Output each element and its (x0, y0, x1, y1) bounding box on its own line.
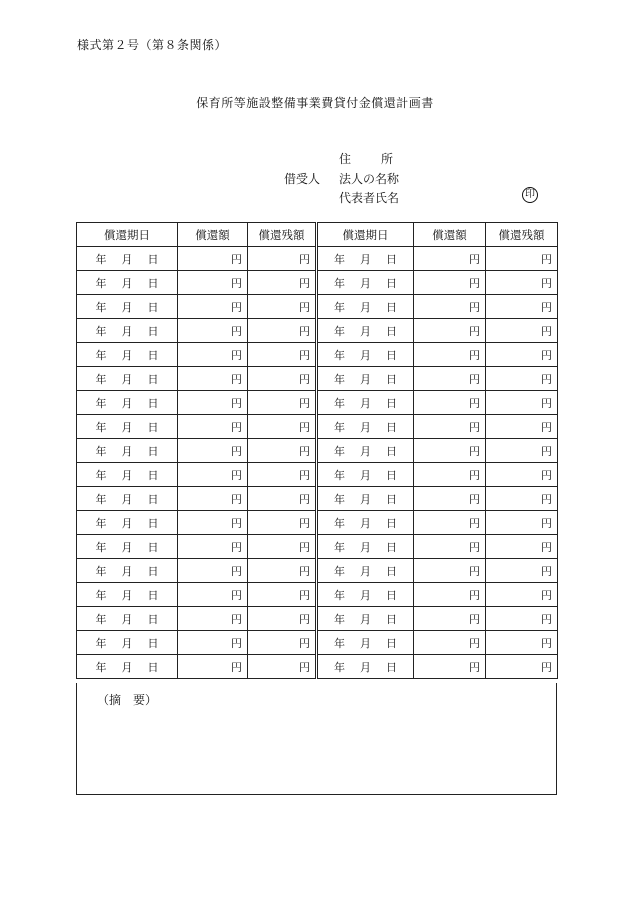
year-label: 年 (334, 372, 345, 386)
month-label: 月 (121, 564, 133, 578)
repayment-date-cell (77, 559, 178, 583)
repayment-amount-cell: 円 (178, 655, 248, 679)
repayment-amount-cell: 円 (414, 607, 486, 631)
year-label: 年 (334, 444, 345, 458)
remaining-balance-cell: 円 (248, 247, 317, 271)
repayment-date-cell (317, 319, 414, 343)
document-title: 保育所等施設整備事業費貸付金償還計画書 (196, 96, 434, 110)
table-header-row (77, 223, 558, 247)
remaining-balance-cell: 円 (486, 247, 558, 271)
year-label: 年 (334, 396, 345, 410)
remaining-balance-cell: 円 (486, 607, 558, 631)
remaining-balance-cell: 円 (248, 415, 317, 439)
year-label: 年 (334, 636, 345, 650)
repayment-amount-cell: 円 (414, 247, 486, 271)
repayment-date-cell (77, 631, 178, 655)
repayment-date-cell (317, 247, 414, 271)
repayment-date-cell (77, 271, 178, 295)
day-label: 日 (147, 372, 159, 386)
table-row (77, 391, 558, 415)
repayment-amount-cell: 円 (178, 607, 248, 631)
remaining-balance-cell: 円 (486, 535, 558, 559)
day-label: 日 (386, 276, 397, 290)
table-row (77, 439, 558, 463)
repayment-date-cell (77, 367, 178, 391)
repayment-amount-cell: 円 (178, 343, 248, 367)
month-label: 月 (121, 516, 133, 530)
remaining-balance-cell: 円 (486, 319, 558, 343)
remaining-balance-cell: 円 (248, 487, 317, 511)
repayment-date-cell (77, 343, 178, 367)
remaining-balance-cell: 円 (248, 511, 317, 535)
month-label: 月 (360, 276, 371, 290)
remaining-balance-cell: 円 (248, 367, 317, 391)
repayment-amount-cell: 円 (178, 511, 248, 535)
remaining-balance-cell: 円 (486, 655, 558, 679)
day-label: 日 (386, 468, 397, 482)
month-label: 月 (121, 348, 133, 362)
day-label: 日 (147, 492, 159, 506)
month-label: 月 (121, 300, 133, 314)
seal-mark: 印 (522, 187, 538, 203)
month-label: 月 (121, 444, 133, 458)
repayment-date-cell (77, 319, 178, 343)
day-label: 日 (386, 300, 397, 314)
remaining-balance-cell: 円 (486, 391, 558, 415)
repayment-date-cell (77, 535, 178, 559)
repayment-amount-cell: 円 (414, 343, 486, 367)
day-label: 日 (147, 612, 159, 626)
month-label: 月 (360, 540, 371, 554)
repayment-amount-cell: 円 (178, 631, 248, 655)
header-repayment-date: 償還期日 (77, 223, 178, 247)
table-row (77, 655, 558, 679)
day-label: 日 (386, 636, 397, 650)
month-label: 月 (360, 396, 371, 410)
month-label: 月 (121, 372, 133, 386)
month-label: 月 (360, 348, 371, 362)
year-label: 年 (95, 372, 107, 386)
day-label: 日 (386, 660, 397, 674)
remaining-balance-cell: 円 (486, 439, 558, 463)
repayment-amount-cell: 円 (414, 511, 486, 535)
year-label: 年 (334, 588, 345, 602)
repayment-amount-cell: 円 (414, 271, 486, 295)
table-row (77, 607, 558, 631)
year-label: 年 (95, 540, 107, 554)
corporation-name-label: 法人の名称 (339, 172, 400, 186)
remaining-balance-cell: 円 (486, 463, 558, 487)
repayment-date-cell (317, 655, 414, 679)
remaining-balance-cell: 円 (486, 367, 558, 391)
month-label: 月 (360, 444, 371, 458)
repayment-schedule-table (76, 222, 558, 679)
year-label: 年 (95, 420, 107, 434)
remaining-balance-cell: 円 (248, 607, 317, 631)
repayment-amount-cell: 円 (178, 295, 248, 319)
repayment-date-cell (317, 607, 414, 631)
repayment-date-cell (77, 295, 178, 319)
day-label: 日 (147, 588, 159, 602)
month-label: 月 (360, 252, 371, 266)
month-label: 月 (121, 588, 133, 602)
month-label: 月 (121, 420, 133, 434)
year-label: 年 (334, 348, 345, 362)
repayment-amount-cell: 円 (414, 559, 486, 583)
year-label: 年 (334, 564, 345, 578)
address-label (339, 150, 393, 167)
repayment-date-cell (317, 439, 414, 463)
month-label: 月 (121, 540, 133, 554)
remaining-balance-cell: 円 (248, 439, 317, 463)
day-label: 日 (147, 444, 159, 458)
header-remaining-balance: 償還残額 (248, 223, 317, 247)
year-label: 年 (95, 300, 107, 314)
remaining-balance-cell: 円 (486, 295, 558, 319)
year-label: 年 (95, 588, 107, 602)
table-row (77, 367, 558, 391)
day-label: 日 (147, 252, 159, 266)
year-label: 年 (334, 324, 345, 338)
repayment-amount-cell: 円 (414, 463, 486, 487)
day-label: 日 (386, 420, 397, 434)
year-label: 年 (334, 300, 345, 314)
day-label: 日 (147, 636, 159, 650)
remarks-box (76, 683, 557, 795)
year-label: 年 (334, 492, 345, 506)
month-label: 月 (121, 252, 133, 266)
repayment-date-cell (77, 463, 178, 487)
day-label: 日 (386, 348, 397, 362)
repayment-amount-cell: 円 (414, 631, 486, 655)
month-label: 月 (121, 636, 133, 650)
day-label: 日 (386, 492, 397, 506)
day-label: 日 (147, 276, 159, 290)
month-label: 月 (360, 636, 371, 650)
year-label: 年 (334, 252, 345, 266)
remaining-balance-cell: 円 (248, 463, 317, 487)
borrower-label: 借受人 (284, 172, 321, 186)
day-label: 日 (386, 324, 397, 338)
year-label: 年 (95, 660, 107, 674)
month-label: 月 (360, 516, 371, 530)
year-label: 年 (95, 252, 107, 266)
year-label: 年 (95, 276, 107, 290)
repayment-date-cell (77, 511, 178, 535)
year-label: 年 (95, 444, 107, 458)
remaining-balance-cell: 円 (248, 391, 317, 415)
repayment-amount-cell: 円 (414, 367, 486, 391)
repayment-date-cell (317, 535, 414, 559)
month-label: 月 (360, 324, 371, 338)
repayment-amount-cell: 円 (178, 439, 248, 463)
repayment-date-cell (317, 271, 414, 295)
month-label: 月 (360, 564, 371, 578)
repayment-amount-cell: 円 (178, 247, 248, 271)
month-label: 月 (360, 612, 371, 626)
table-row (77, 511, 558, 535)
remaining-balance-cell: 円 (486, 271, 558, 295)
repayment-date-cell (77, 655, 178, 679)
repayment-amount-cell: 円 (178, 319, 248, 343)
remaining-balance-cell: 円 (486, 631, 558, 655)
remaining-balance-cell: 円 (248, 559, 317, 583)
header-repayment-date: 償還期日 (317, 223, 414, 247)
repayment-amount-cell: 円 (178, 271, 248, 295)
month-label: 月 (360, 300, 371, 314)
day-label: 日 (386, 516, 397, 530)
day-label: 日 (147, 660, 159, 674)
year-label: 年 (334, 660, 345, 674)
repayment-amount-cell: 円 (178, 583, 248, 607)
repayment-date-cell (317, 391, 414, 415)
repayment-date-cell (77, 439, 178, 463)
repayment-date-cell (317, 583, 414, 607)
day-label: 日 (147, 540, 159, 554)
remaining-balance-cell: 円 (248, 319, 317, 343)
month-label: 月 (121, 396, 133, 410)
repayment-date-cell (317, 343, 414, 367)
repayment-date-cell (317, 463, 414, 487)
remaining-balance-cell: 円 (486, 415, 558, 439)
month-label: 月 (360, 588, 371, 602)
month-label: 月 (360, 372, 371, 386)
table-row (77, 535, 558, 559)
remaining-balance-cell: 円 (486, 511, 558, 535)
table-row (77, 463, 558, 487)
address-label-b: 所 (381, 152, 394, 166)
year-label: 年 (95, 348, 107, 362)
table-row (77, 631, 558, 655)
day-label: 日 (386, 540, 397, 554)
repayment-amount-cell: 円 (178, 487, 248, 511)
month-label: 月 (121, 492, 133, 506)
remarks-label: （摘 要） (97, 693, 158, 707)
repayment-amount-cell: 円 (414, 319, 486, 343)
day-label: 日 (386, 372, 397, 386)
remaining-balance-cell: 円 (248, 271, 317, 295)
repayment-date-cell (317, 415, 414, 439)
year-label: 年 (95, 612, 107, 626)
table-row (77, 487, 558, 511)
repayment-date-cell (317, 367, 414, 391)
repayment-amount-cell: 円 (178, 367, 248, 391)
repayment-date-cell (77, 583, 178, 607)
table-row (77, 319, 558, 343)
month-label: 月 (121, 276, 133, 290)
header-remaining-balance: 償還残額 (486, 223, 558, 247)
table-row (77, 583, 558, 607)
repayment-amount-cell: 円 (178, 391, 248, 415)
repayment-amount-cell: 円 (178, 415, 248, 439)
month-label: 月 (121, 468, 133, 482)
year-label: 年 (95, 516, 107, 530)
table-row (77, 343, 558, 367)
remaining-balance-cell: 円 (486, 487, 558, 511)
remaining-balance-cell: 円 (248, 583, 317, 607)
day-label: 日 (386, 396, 397, 410)
repayment-amount-cell: 円 (414, 535, 486, 559)
repayment-date-cell (77, 415, 178, 439)
day-label: 日 (147, 420, 159, 434)
year-label: 年 (334, 612, 345, 626)
month-label: 月 (360, 660, 371, 674)
remaining-balance-cell: 円 (248, 295, 317, 319)
repayment-amount-cell: 円 (178, 535, 248, 559)
repayment-date-cell (77, 391, 178, 415)
day-label: 日 (147, 516, 159, 530)
repayment-amount-cell: 円 (414, 583, 486, 607)
repayment-amount-cell: 円 (414, 295, 486, 319)
day-label: 日 (386, 252, 397, 266)
repayment-amount-cell: 円 (414, 655, 486, 679)
header-repayment-amount: 償還額 (178, 223, 248, 247)
repayment-date-cell (317, 559, 414, 583)
month-label: 月 (360, 420, 371, 434)
month-label: 月 (121, 612, 133, 626)
year-label: 年 (95, 468, 107, 482)
repayment-amount-cell: 円 (414, 415, 486, 439)
table-row (77, 247, 558, 271)
repayment-date-cell (77, 607, 178, 631)
repayment-date-cell (317, 631, 414, 655)
repayment-amount-cell: 円 (178, 559, 248, 583)
repayment-date-cell (317, 295, 414, 319)
month-label: 月 (360, 468, 371, 482)
repayment-amount-cell: 円 (178, 463, 248, 487)
day-label: 日 (147, 324, 159, 338)
table-row (77, 559, 558, 583)
day-label: 日 (386, 588, 397, 602)
month-label: 月 (360, 492, 371, 506)
repayment-amount-cell: 円 (414, 391, 486, 415)
remaining-balance-cell: 円 (248, 631, 317, 655)
day-label: 日 (386, 444, 397, 458)
repayment-amount-cell: 円 (414, 439, 486, 463)
remaining-balance-cell: 円 (248, 535, 317, 559)
month-label: 月 (121, 660, 133, 674)
repayment-date-cell (77, 247, 178, 271)
day-label: 日 (147, 300, 159, 314)
remaining-balance-cell: 円 (486, 559, 558, 583)
month-label: 月 (121, 324, 133, 338)
year-label: 年 (334, 420, 345, 434)
table-row (77, 271, 558, 295)
header-repayment-amount: 償還額 (414, 223, 486, 247)
table-row (77, 295, 558, 319)
year-label: 年 (334, 516, 345, 530)
remaining-balance-cell: 円 (248, 343, 317, 367)
year-label: 年 (95, 564, 107, 578)
address-label-a: 住 (339, 152, 352, 166)
remaining-balance-cell: 円 (486, 343, 558, 367)
day-label: 日 (147, 564, 159, 578)
year-label: 年 (95, 492, 107, 506)
form-number: 様式第２号（第８条関係） (77, 38, 228, 52)
representative-label: 代表者氏名 (339, 191, 400, 205)
year-label: 年 (95, 396, 107, 410)
remaining-balance-cell: 円 (248, 655, 317, 679)
year-label: 年 (334, 276, 345, 290)
year-label: 年 (334, 540, 345, 554)
remaining-balance-cell: 円 (486, 583, 558, 607)
day-label: 日 (386, 612, 397, 626)
repayment-date-cell (77, 487, 178, 511)
day-label: 日 (147, 348, 159, 362)
day-label: 日 (386, 564, 397, 578)
repayment-date-cell (317, 511, 414, 535)
day-label: 日 (147, 468, 159, 482)
repayment-amount-cell: 円 (414, 487, 486, 511)
day-label: 日 (147, 396, 159, 410)
repayment-date-cell (317, 487, 414, 511)
table-row (77, 415, 558, 439)
year-label: 年 (95, 324, 107, 338)
year-label: 年 (334, 468, 345, 482)
year-label: 年 (95, 636, 107, 650)
